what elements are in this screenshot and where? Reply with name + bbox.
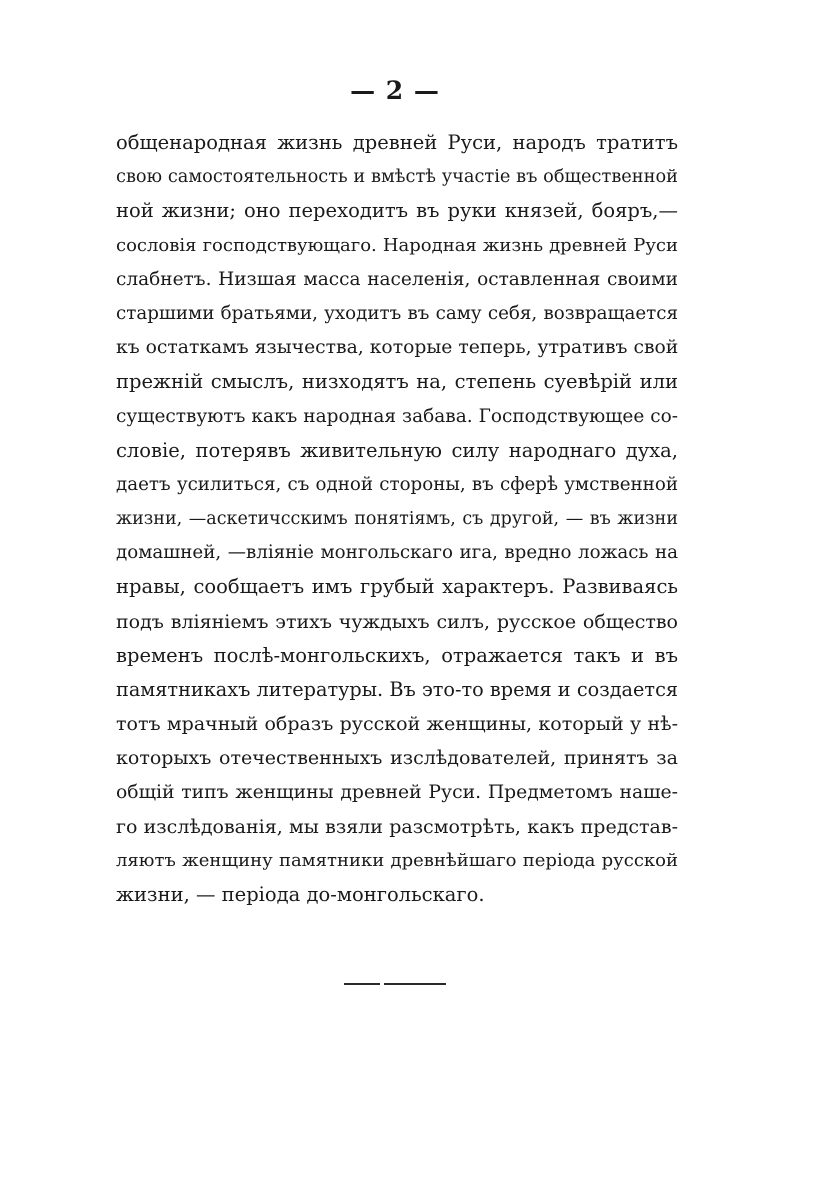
text-line: существуютъ какъ народная забава. Господствующее со- [116,405,678,427]
text-line: жизни, —аскетичсскимъ понятіямъ, съ другой, — въ жизни [116,509,678,530]
text-line: ной жизни; оно переходитъ въ руки князей, бояръ,— [116,199,678,223]
text-line: свою самостоятельность и вмѣстѣ участiе въ общественной [116,167,678,188]
body-text [116,126,678,912]
text-line: старшими братьями, уходитъ въ саму себя, возвращается [116,302,678,324]
text-line: подъ вліяніемъ этихъ чуждыхъ силъ, русское общество [116,610,678,633]
text-line: тотъ мрачный образъ русской женщины, который у нѣ- [116,713,678,736]
page-number: — 2 — [350,76,440,105]
text-line: къ остаткамъ язычества, которые теперь, утративъ свой [116,337,678,359]
text-line: даетъ усилиться, съ одной стороны, въ сферѣ умственной [116,473,678,495]
text-line: словіе, потерявъ живительную силу народнаго духа, [116,438,678,462]
text-line: общенародная жизнь древней Руси, народъ тратитъ [116,131,678,154]
text-line: общій типъ женщины древней Руси. Предметомъ наше- [116,781,678,803]
text-line: временъ послѣ-монгольскихъ, отражается такъ и въ [116,643,678,667]
text-line: нравы, сообщаетъ имъ грубый характеръ. Развиваясь [116,575,678,599]
section-end-rule [344,983,446,984]
text-line: го изслѣдованія, мы взяли разсмотрѣть, какъ представ- [116,815,678,838]
text-line: слабнетъ. Низшая масса населенія, оставленная своими [116,268,678,290]
text-line: которыхъ отечественныхъ изслѣдователей, принятъ за [116,747,678,770]
text-line: прежній смыслъ, низходятъ на, степень суевѣрій или [116,370,678,394]
text-line: домашней, —вліяніе монгольскаго ига, вредно ложась на [116,542,678,564]
rule-segment [344,983,380,985]
text-line: памятникахъ литературы. Въ это-то время и создается [116,678,678,701]
text-line: ляютъ женщину памятники древнѣйшаго періода русской [116,849,678,871]
rule-segment [384,983,446,985]
text-line: жизни, — періода до-монгольскаго. [116,883,485,907]
text-line: сословія господствующаго. Народная жизнь древней Руси [116,234,678,256]
